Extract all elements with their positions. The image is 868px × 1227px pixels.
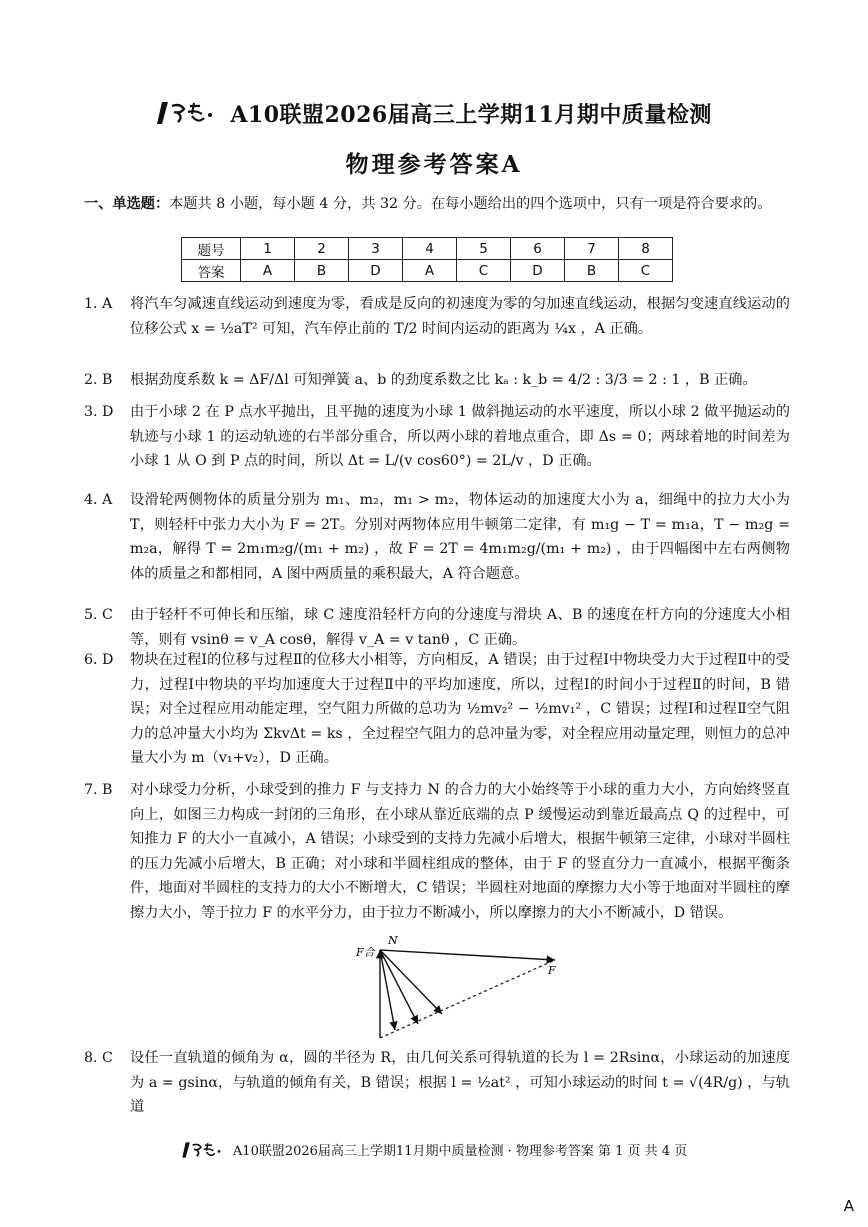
question-text: 对小球受力分析，小球受到的推力 F 与支持力 N 的合力的大小始终等于小球的重力大小，方向始终竖直向上，如图三力构成一封闭的三角形，在小球从靠近底端的点 P 缓慢运动到靠近最高点 Q 的过程中，可知推力 F 的大小一直减小，A 错误；小球受到的支持力先减小后增大，根据牛顿第三定律，小球对半圆柱的压力先减小后增大，B 正确；对小球和半圆柱组成的整体，由于 F 的竖直分力一直减小，根据平衡条件，地面对半圆柱的支持力的大小不断增大，C 错误；半圆柱对地面的摩擦力大小等于地面对半圆柱的摩擦力大小，等于拉力 F 的水平分力，由于拉力不断减小，所以摩擦力的大小不断减小，D 错误。 bbox=[130, 782, 790, 921]
question-text: 设任一直轨道的倾角为 α，圆的半径为 R，由几何关系可得轨道的长为 l = 2Rsinα，小球运动的加速度为 a = gsinα，与轨道的倾角有关，B 错误；根据 l = ½at² ，可知小球运动的时间 t = √(4R/g) ，与轨道 bbox=[130, 1050, 790, 1115]
corner-mark: A bbox=[843, 1197, 854, 1215]
table-cell: 7 bbox=[565, 238, 619, 260]
question-number: 5. C bbox=[84, 607, 113, 623]
question-7 bbox=[84, 778, 790, 925]
table-cell: 8 bbox=[619, 238, 673, 260]
table-cell: 1 bbox=[241, 238, 295, 260]
table-row bbox=[182, 238, 673, 260]
force-f-line bbox=[380, 950, 555, 960]
title-text: A10联盟2026届高三上学期11月期中质量检测 bbox=[230, 102, 712, 128]
answer-table bbox=[181, 237, 673, 282]
label-f: F bbox=[548, 964, 556, 977]
section-heading bbox=[84, 193, 790, 215]
logo-icon bbox=[156, 100, 218, 132]
table-cell: 6 bbox=[511, 238, 565, 260]
force-line bbox=[380, 950, 442, 1014]
force-triangle-diagram bbox=[350, 930, 580, 1046]
footer-text: A10联盟2026届高三上学期11月期中质量检测 · 物理参考答案 第 1 页 共 4 页 bbox=[232, 1144, 688, 1159]
question-number: 3. D bbox=[84, 404, 114, 420]
section-label: 一、单选题： bbox=[84, 196, 170, 212]
question-number: 8. C bbox=[84, 1050, 113, 1066]
question-number: 4. A bbox=[84, 492, 113, 508]
question-4 bbox=[84, 488, 790, 586]
page-footer bbox=[0, 1140, 868, 1163]
table-cell: A bbox=[241, 260, 295, 282]
table-cell: 5 bbox=[457, 238, 511, 260]
table-cell: A bbox=[403, 260, 457, 282]
locus-dashed-line bbox=[380, 960, 555, 1038]
table-cell: 2 bbox=[295, 238, 349, 260]
question-1 bbox=[84, 292, 790, 341]
question-3 bbox=[84, 400, 790, 474]
question-2 bbox=[84, 368, 790, 393]
table-header-cell: 题号 bbox=[182, 238, 241, 260]
table-cell: C bbox=[619, 260, 673, 282]
question-text: 设滑轮两侧物体的质量分别为 m₁、m₂，m₁ > m₂，物体运动的加速度大小为 a，细绳中的拉力大小为 T，则轻杆中张力大小为 F = 2T。分别对两物体应用牛顿第二定律，有 m₁g − T = m₁a，T − m₂g = m₂a，解得 T = 2m₁m₂g/(m₁ + m₂) ，故 F = 2T = 4m₁m₂g/(m₁ + m₂) ，由于四幅图中左右两侧物体的质量之和都相同，A 图中两质量的乘积最大，A 符合题意。 bbox=[130, 492, 790, 582]
question-text: 根据劲度系数 k = ΔF/Δl 可知弹簧 a、b 的劲度系数之比 kₐ : k_b = 4/2 : 3/3 = 2 : 1 ，B 正确。 bbox=[130, 372, 757, 388]
table-cell: D bbox=[349, 260, 403, 282]
question-text: 物块在过程Ⅰ的位移与过程Ⅱ的位移大小相等，方向相反，A 错误；由于过程Ⅰ中物块受力大于过程Ⅱ中的受力，过程Ⅰ中物块的平均加速度大于过程Ⅱ中的平均加速度，所以，过程Ⅰ的时间小于过程Ⅱ的时间，B 错误；对全过程应用动能定理，空气阻力所做的总功为 ½mv₂² − ½mv₁² ，C 错误；过程Ⅰ和过程Ⅱ空气阻力的总冲量大小均为 ΣkvΔt = ks ，全过程空气阻力的总冲量为零，对全程应用动量定理，则恒力的总冲量大小为 m（v₁+v₂），D 正确。 bbox=[130, 652, 790, 766]
label-fhe: F合 bbox=[356, 946, 375, 959]
force-line bbox=[380, 950, 418, 1024]
question-number: 6. D bbox=[84, 652, 114, 668]
page-title bbox=[0, 98, 868, 132]
question-text: 由于小球 2 在 P 点水平抛出，且平抛的速度为小球 1 做斜抛运动的水平速度，所以小球 2 做平抛运动的轨迹与小球 1 的运动轨迹的右半部分重合，所以两小球的着地点重合，即 Δs = 0；两球着地的时间差为小球 1 从 O 到 P 点的时间，所以 Δt = L/(v cos60°) = 2L/v ，D 正确。 bbox=[130, 404, 790, 469]
question-number: 2. B bbox=[84, 372, 113, 388]
page-subtitle: 物理参考答案A bbox=[345, 151, 523, 178]
question-5 bbox=[84, 603, 790, 652]
table-cell: 4 bbox=[403, 238, 457, 260]
question-text: 将汽车匀减速直线运动到速度为零，看成是反向的初速度为零的匀加速直线运动，根据匀变速直线运动的位移公式 x = ½aT² 可知，汽车停止前的 T/2 时间内运动的距离为 ¼x ，A 正确。 bbox=[130, 296, 790, 337]
question-number: 7. B bbox=[84, 782, 113, 798]
table-row bbox=[182, 260, 673, 282]
table-cell: D bbox=[511, 260, 565, 282]
question-6 bbox=[84, 648, 790, 771]
question-8 bbox=[84, 1046, 790, 1120]
question-number: 1. A bbox=[84, 296, 113, 312]
table-cell: C bbox=[457, 260, 511, 282]
table-cell: B bbox=[295, 260, 349, 282]
table-cell: 3 bbox=[349, 238, 403, 260]
force-line bbox=[380, 950, 395, 1030]
question-text: 由于轻杆不可伸长和压缩，球 C 速度沿轻杆方向的分速度与滑块 A、B 的速度在杆方向的分速度大小相等，则有 vsinθ = v_A cosθ，解得 v_A = v tanθ ，C 正确。 bbox=[130, 607, 790, 648]
footer-logo-icon bbox=[181, 1141, 225, 1163]
table-header-cell: 答案 bbox=[182, 260, 241, 282]
label-n: N bbox=[388, 934, 398, 947]
section-text: 本题共 8 小题，每小题 4 分，共 32 分。在每小题给出的四个选项中，只有一项是符合要求的。 bbox=[169, 196, 772, 212]
table-cell: B bbox=[565, 260, 619, 282]
